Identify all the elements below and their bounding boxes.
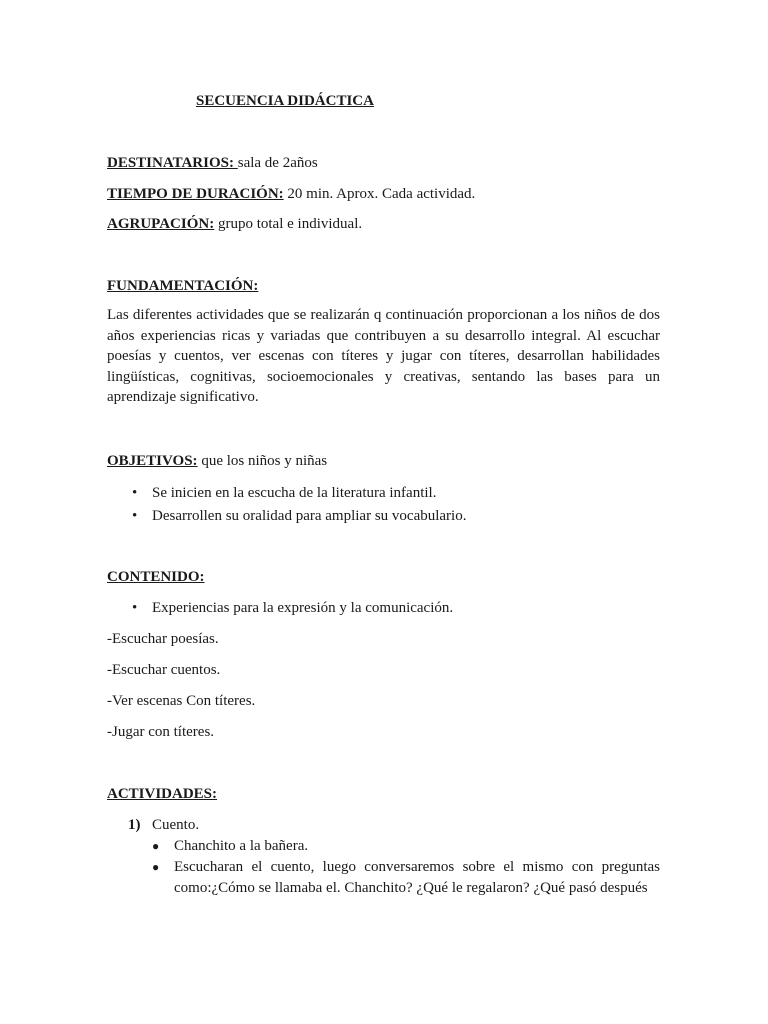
list-item: -Escuchar poesías. (107, 631, 219, 647)
activity-description: Escucharan el cuento, luego conversaremos sobre el mismo con preguntas como:¿Cómo se llamaba el. Chanchito? ¿Qué le regalaron? ¿Qué pasó después (174, 859, 660, 896)
bullet-icon: • (132, 508, 138, 524)
heading-actividades: ACTIVIDADES: (107, 786, 218, 802)
field-value: 20 min. Aprox. Cada actividad. (283, 186, 476, 202)
list-item: -Ver escenas Con títeres. (107, 693, 256, 709)
field-agrupacion (107, 214, 362, 234)
activity-number: 1) (128, 817, 141, 833)
bullet-icon: ● (152, 860, 160, 874)
field-label: AGRUPACIÓN: (107, 216, 215, 232)
paragraph-fundamentacion: Las diferentes actividades que se realizarán q continuación proporcionan a los niños de dos años experiencias ricas y variadas que contribuyen a su desarrollo integral. Al escuchar poesías y cuentos, ver escenas con títeres y jugar con títeres, desarrollan habilidades lingüísticas, cognitivas, socioemocionales y creativas, sentando las bases para un aprendizaje significativo. (107, 307, 660, 406)
bullet-icon-wrapper (152, 857, 174, 877)
field-value: sala de 2años (237, 155, 318, 171)
heading-contenido: CONTENIDO: (107, 569, 205, 585)
list-item: • Se inicien en la escucha de la literatura infantil. (132, 485, 437, 501)
list-item: • Desarrollen su oralidad para ampliar su vocabulario. (132, 508, 467, 524)
objetivos-line (107, 451, 327, 471)
heading-fundamentacion: FUNDAMENTACIÓN: (107, 278, 259, 294)
bullet-icon: • (132, 600, 138, 616)
field-label: DESTINATARIOS: (107, 155, 238, 171)
field-label: TIEMPO DE DURACIÓN: (107, 186, 284, 202)
bullet-icon: • (132, 485, 138, 501)
field-value: grupo total e individual. (214, 216, 363, 232)
bullet-icon: ● (152, 839, 160, 853)
heading-objetivos: OBJETIVOS: (107, 453, 198, 469)
list-item: -Escuchar cuentos. (107, 662, 221, 678)
field-destinatarios (107, 153, 318, 173)
field-tiempo-duracion (107, 184, 475, 204)
list-item: -Jugar con títeres. (107, 724, 215, 740)
list-item: ● Chanchito a la bañera. (152, 838, 309, 854)
activity-title: Cuento. (152, 817, 200, 833)
list-item: • Experiencias para la expresión y la comunicación. (132, 600, 454, 616)
objetivos-intro: que los niños y niñas (197, 453, 328, 469)
document-title: SECUENCIA DIDÁCTICA (196, 93, 374, 109)
